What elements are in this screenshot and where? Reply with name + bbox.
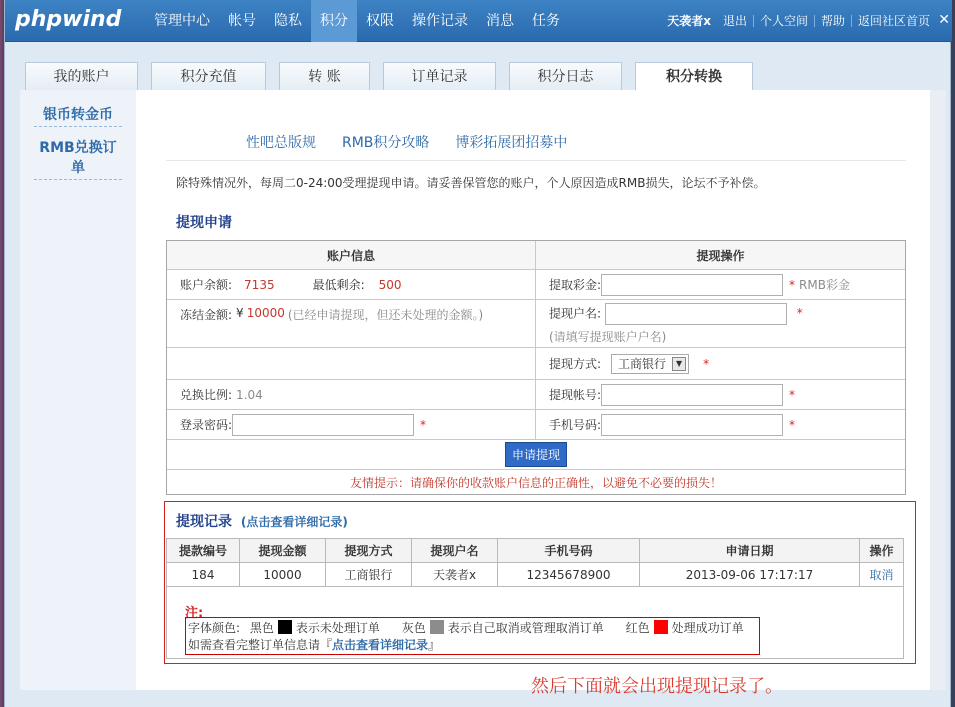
method-select[interactable]	[611, 354, 689, 374]
tab-transfer[interactable]: 转 账	[279, 62, 370, 90]
frozen-prefix: ¥	[236, 306, 244, 320]
divider	[166, 160, 906, 161]
top-navbar	[5, 0, 952, 42]
col-account-header: 账户信息	[167, 241, 536, 269]
balance-value: 7135	[244, 277, 275, 292]
password-input[interactable]	[232, 414, 414, 436]
col-header: 申请日期	[640, 539, 860, 563]
tip-text: 友情提示：请确保你的收款账户信息的正确性，以避免不必要的损失！	[349, 475, 722, 490]
cell-name: 天袭者x	[412, 563, 498, 587]
records-table	[166, 538, 904, 587]
legend-grey-desc: 表示自己取消或管理取消订单	[447, 621, 604, 635]
grey-swatch	[430, 620, 444, 634]
form-row	[167, 348, 905, 380]
close-icon[interactable]: ✕	[938, 12, 950, 28]
method-cell	[536, 348, 905, 379]
annotation-text: 然后下面就会出现提现记录了。	[531, 676, 783, 697]
black-swatch	[278, 620, 292, 634]
amount-input[interactable]	[601, 274, 783, 296]
col-header: 提款编号	[167, 539, 240, 563]
records-title	[176, 511, 348, 531]
nav-item-logs[interactable]: 操作记录	[412, 13, 468, 29]
min-value: 500	[378, 277, 402, 292]
records-more-link[interactable]: (点击查看详细记录)	[240, 515, 348, 529]
account-no-cell	[536, 380, 905, 409]
nav-item-tasks[interactable]: 任务	[532, 13, 560, 29]
color-legend	[185, 617, 760, 655]
records-header-row	[167, 539, 904, 563]
required-mark: *	[789, 277, 796, 292]
sidebar-item-silver-to-gold[interactable]: 银币转金币	[34, 104, 122, 127]
nav-item-account[interactable]: 帐号	[228, 13, 256, 29]
tab-points-log[interactable]: 积分日志	[509, 62, 622, 90]
nav-item-messages[interactable]: 消息	[486, 13, 514, 29]
amount-unit: RMB彩金	[799, 278, 850, 292]
legend-prefix: 字体颜色:	[188, 621, 241, 635]
password-label: 登录密码:	[180, 418, 233, 432]
account-name-cell	[536, 300, 905, 347]
records-title-text: 提现记录	[176, 514, 232, 530]
form-row	[167, 410, 905, 440]
app-window	[4, 0, 951, 707]
account-no-label: 提现帐号:	[549, 388, 602, 402]
frozen-note: (已经申请提现，但还未处理的金额。)	[287, 308, 484, 322]
user-bar	[661, 0, 948, 42]
notice-text: 除特殊情况外，每周二0-24:00受理提现申请。请妥善保管您的账户，个人原因造成RMB损失，论坛不予补偿。	[176, 176, 766, 190]
nav-item-points[interactable]: 积分	[311, 0, 357, 42]
account-name-input[interactable]	[605, 303, 787, 325]
form-row	[167, 270, 905, 300]
tip-row	[167, 470, 905, 494]
tab-bar	[25, 62, 766, 90]
required-mark: *	[789, 387, 796, 402]
scrollbar[interactable]	[930, 90, 946, 690]
nav-item-manage[interactable]: 管理中心	[154, 13, 210, 29]
amount-cell	[536, 270, 905, 299]
ratio-value: 1.04	[236, 387, 263, 402]
main-panel	[136, 90, 936, 697]
cell-method: 工商银行	[326, 563, 412, 587]
chevron-down-icon: ▼	[672, 357, 686, 371]
method-value: 工商银行	[618, 357, 667, 371]
required-mark: *	[420, 417, 427, 432]
col-header: 提现方式	[326, 539, 412, 563]
tab-my-account[interactable]: 我的账户	[25, 62, 138, 90]
ratio-cell	[167, 380, 536, 409]
link-rules[interactable]: 性吧总版规	[246, 135, 316, 151]
tab-recharge[interactable]: 积分充值	[151, 62, 266, 90]
detail-prefix: 如需查看完整订单信息请『	[188, 638, 333, 652]
account-name-hint: (请填写提现账户户名)	[549, 329, 667, 344]
legend-grey-name: 灰色	[401, 621, 426, 635]
frozen-label: 冻结金额:	[180, 308, 233, 322]
empty-cell	[167, 348, 536, 379]
submit-button[interactable]: 申请提现	[505, 442, 567, 467]
min-label: 最低剩余:	[312, 278, 365, 292]
submit-row	[167, 440, 905, 470]
cell-amount: 10000	[240, 563, 326, 587]
amount-label: 提取彩金:	[549, 278, 602, 292]
link-recruit[interactable]: 博彩拓展团招募中	[455, 135, 568, 151]
required-mark: *	[703, 356, 710, 371]
col-header: 手机号码	[498, 539, 640, 563]
username[interactable]: 天袭者x	[667, 14, 711, 28]
form-header-row	[167, 241, 905, 270]
table-row	[167, 563, 904, 587]
sidebar	[20, 90, 136, 690]
phone-cell	[536, 410, 905, 439]
balance-cell	[167, 270, 536, 299]
tab-points-convert[interactable]: 积分转换	[635, 62, 753, 91]
frozen-value: 10000	[246, 306, 285, 320]
method-label: 提现方式:	[549, 357, 602, 371]
legend-red-desc: 处理成功订单	[671, 621, 744, 635]
link-rmb-guide[interactable]: RMB积分攻略	[342, 135, 430, 151]
cell-date: 2013-09-06 17:17:17	[640, 563, 860, 587]
form-row	[167, 300, 905, 348]
password-cell	[167, 410, 536, 439]
phone-label: 手机号码:	[549, 418, 602, 432]
top-links	[246, 132, 567, 152]
nav-item-permissions[interactable]: 权限	[366, 13, 394, 29]
col-header: 操作	[860, 539, 904, 563]
withdraw-form	[166, 240, 906, 495]
detail-suffix: 』	[428, 638, 441, 652]
help-link[interactable]: 帮助	[815, 15, 852, 27]
legend-red-name: 红色	[625, 621, 650, 635]
cell-id: 184	[167, 563, 240, 587]
account-no-input[interactable]	[601, 384, 783, 406]
cancel-link[interactable]: 取消	[860, 563, 904, 587]
col-action-header: 提现操作	[536, 241, 905, 269]
withdraw-title: 提现申请	[176, 215, 232, 231]
personal-space-link[interactable]: 个人空间	[754, 15, 815, 27]
phone-input[interactable]	[601, 414, 783, 436]
form-row	[167, 380, 905, 410]
detail-link[interactable]: 点击查看详细记录	[332, 638, 429, 652]
col-header: 提现金额	[240, 539, 326, 563]
col-header: 提现户名	[412, 539, 498, 563]
red-swatch	[654, 620, 668, 634]
note-title: 注:	[185, 606, 204, 621]
cell-phone: 12345678900	[498, 563, 640, 587]
required-mark: *	[789, 417, 796, 432]
tab-order-records[interactable]: 订单记录	[383, 62, 496, 90]
main-nav	[145, 0, 569, 42]
logout-link[interactable]: 退出	[717, 15, 754, 27]
records-box	[164, 501, 916, 664]
nav-item-privacy[interactable]: 隐私	[274, 13, 302, 29]
ratio-label: 兑换比例:	[180, 388, 233, 402]
required-mark: *	[796, 306, 803, 320]
frozen-cell	[167, 300, 536, 347]
account-name-label: 提现户名:	[549, 306, 602, 320]
legend-black-desc: 表示未处理订单	[295, 621, 380, 635]
legend-black-name: 黑色	[249, 621, 274, 635]
back-to-community-link[interactable]: 返回社区首页	[857, 14, 930, 28]
logo[interactable]: phpwind	[15, 7, 122, 32]
sidebar-item-rmb-orders[interactable]: RMB兑换订单	[34, 137, 122, 180]
balance-label: 账户余额:	[180, 278, 233, 292]
